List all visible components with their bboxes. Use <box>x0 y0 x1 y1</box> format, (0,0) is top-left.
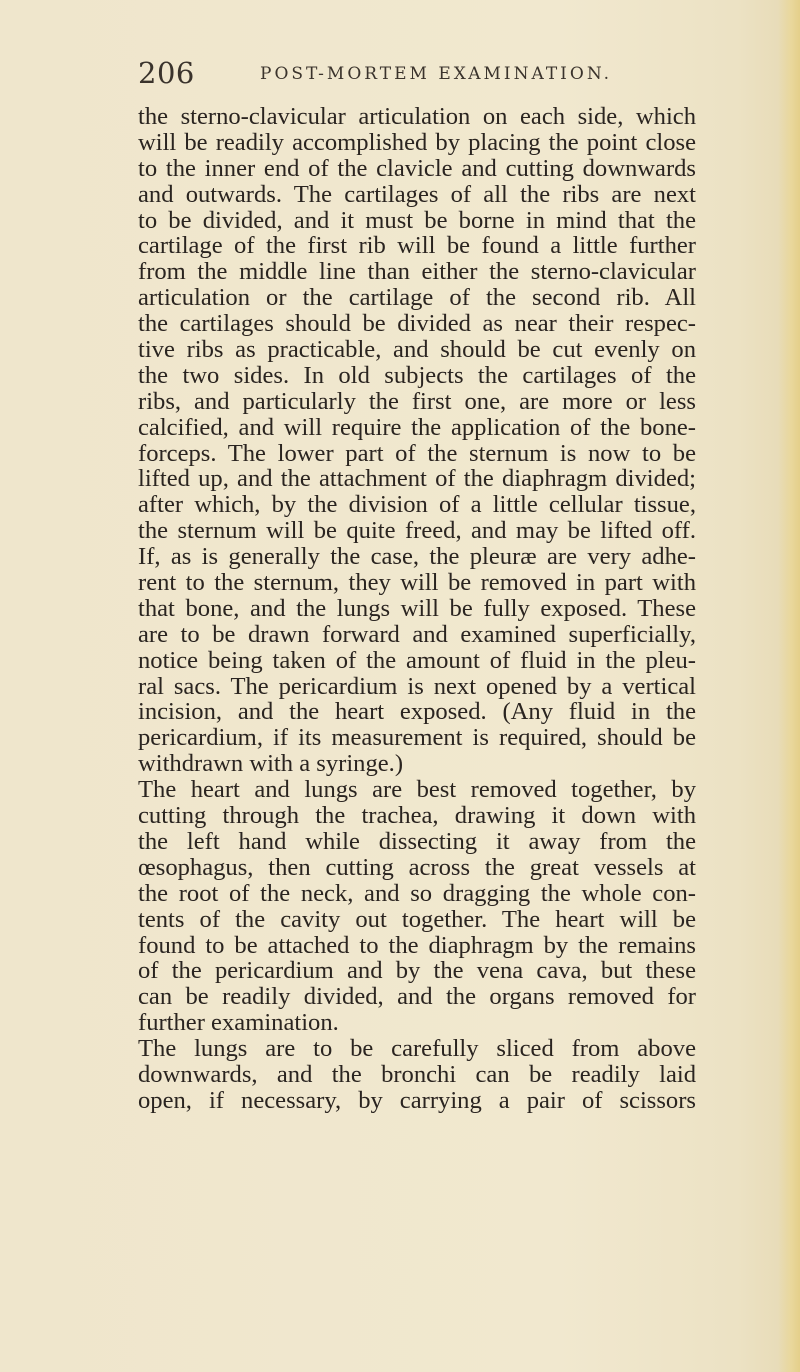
text-line: further examination. <box>138 1009 339 1037</box>
page-header <box>138 56 698 90</box>
text-line: If, as is generally the case, the pleuræ are very adhe- <box>138 543 696 571</box>
text-line: œsophagus, then cutting across the great vessels at <box>138 853 696 881</box>
text-line: lifted up, and the attachment of the diaphragm divided; <box>138 465 696 493</box>
text-line: and outwards. The cartilages of all the ribs are next <box>138 180 696 208</box>
text-line: tents of the cavity out together. The heart will be <box>138 905 696 933</box>
text-line: found to be attached to the diaphragm by the remains <box>138 931 696 959</box>
body-text <box>138 104 696 1114</box>
text-line: to be divided, and it must be borne in mind that the <box>138 206 696 234</box>
text-line: forceps. The lower part of the sternum is now to be <box>138 439 696 467</box>
text-line: downwards, and the bronchi can be readily laid <box>138 1060 696 1088</box>
text-line: open, if necessary, by carrying a pair of scissors <box>138 1086 696 1114</box>
text-line: incision, and the heart exposed. (Any fluid in the <box>138 698 696 726</box>
text-line: from the middle line than either the sterno-clavicular <box>138 258 696 286</box>
text-line: that bone, and the lungs will be fully exposed. These <box>138 594 696 622</box>
text-line: The lungs are to be carefully sliced from above <box>138 1035 696 1063</box>
text-line: cartilage of the first rib will be found a little further <box>138 232 696 260</box>
page-edge <box>778 0 800 1372</box>
text-line: notice being taken of the amount of fluid in the pleu- <box>138 646 696 674</box>
page-number: 206 <box>138 56 195 90</box>
text-line: ral sacs. The pericardium is next opened by a vertical <box>138 672 696 700</box>
text-line: can be readily divided, and the organs removed for <box>138 983 696 1011</box>
text-line: will be readily accomplished by placing the point close <box>138 128 696 156</box>
text-line: pericardium, if its measurement is required, should be <box>138 724 696 752</box>
running-head: POST-MORTEM EXAMINATION. <box>260 64 613 84</box>
text-line: cutting through the trachea, drawing it down with <box>138 802 696 830</box>
text-line: withdrawn with a syringe.) <box>138 750 404 778</box>
text-line: ribs, and particularly the first one, are more or less <box>138 387 696 415</box>
text-line: to the inner end of the clavicle and cutting downwards <box>138 154 696 182</box>
text-line: of the pericardium and by the vena cava, but these <box>138 957 696 985</box>
text-line: tive ribs as practicable, and should be cut evenly on <box>138 336 696 364</box>
text-line: calcified, and will require the application of the bone- <box>138 413 696 441</box>
text-line: the cartilages should be divided as near their respec- <box>138 310 696 338</box>
text-line: the sterno-clavicular articulation on each side, which <box>138 103 696 130</box>
text-line: the left hand while dissecting it away from the <box>138 827 696 855</box>
text-line: The heart and lungs are best removed together, by <box>138 776 696 804</box>
text-line: rent to the sternum, they will be removed in part with <box>138 569 696 597</box>
text-line: articulation or the cartilage of the second rib. All <box>138 284 696 312</box>
text-line: the two sides. In old subjects the cartilages of the <box>138 361 696 389</box>
text-line: the sternum will be quite freed, and may be lifted off. <box>138 517 696 545</box>
text-line: the root of the neck, and so dragging the whole con- <box>138 879 696 907</box>
text-line: are to be drawn forward and examined superficially, <box>138 620 696 648</box>
text-line: after which, by the division of a little cellular tissue, <box>138 491 696 519</box>
